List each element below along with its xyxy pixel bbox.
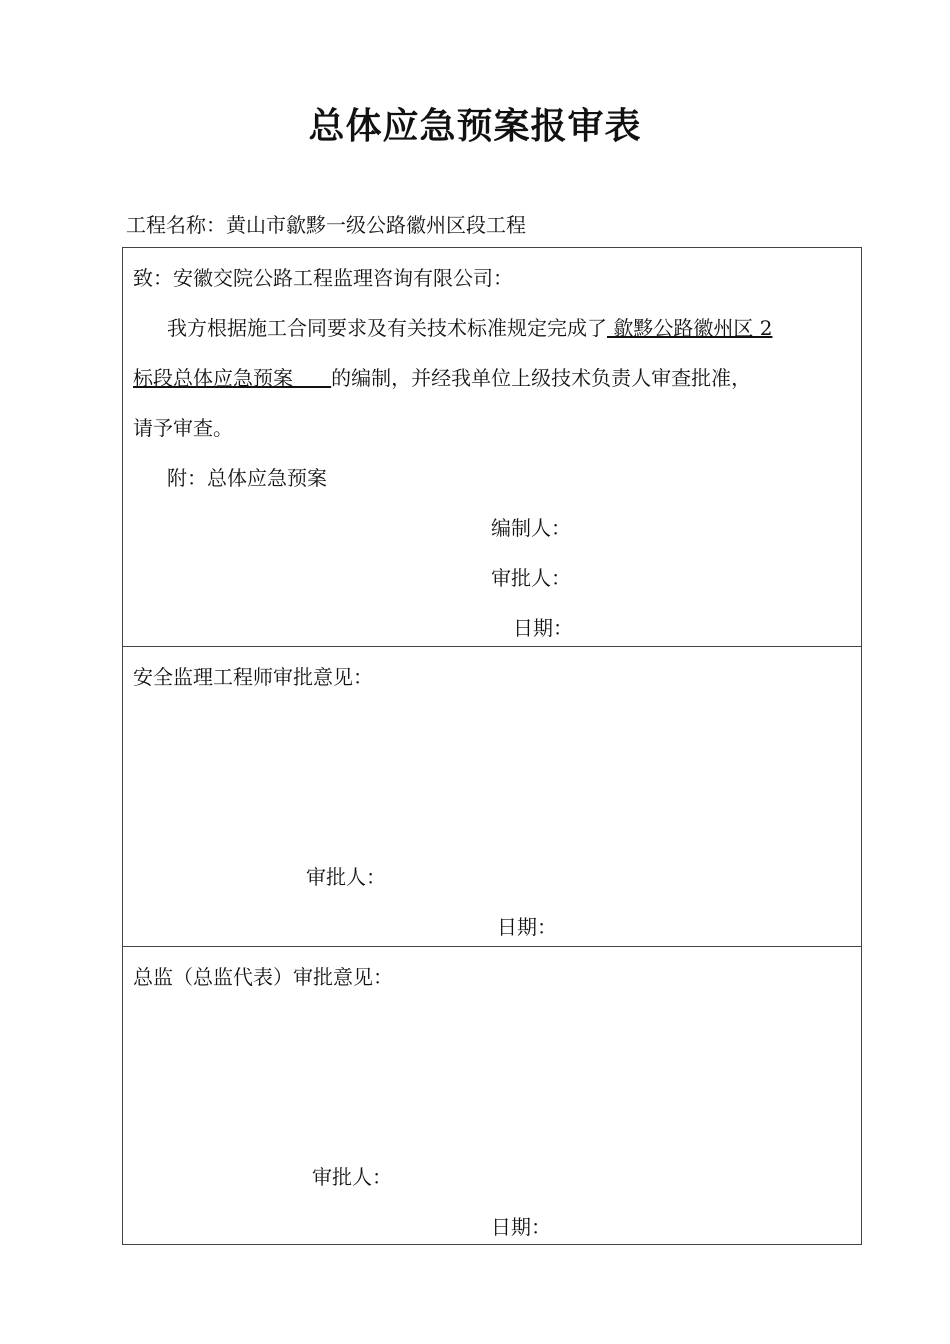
safety-engineer-section [123, 647, 861, 947]
page-title: 总体应急预案报审表 [308, 106, 642, 147]
date-label: 日期： [497, 915, 557, 939]
submission-section [123, 248, 861, 647]
statement-line-2 [133, 362, 751, 391]
compiler-label: 编制人： [491, 516, 571, 540]
statement-line-1 [167, 312, 772, 341]
review-form-table [122, 247, 862, 1245]
approver-label: 审批人： [306, 865, 386, 889]
approver-label: 审批人： [312, 1165, 392, 1189]
chief-opinion-heading: 总监（总监代表）审批意见： [133, 965, 393, 989]
statement-line-3: 请予审查。 [133, 416, 233, 440]
statement-text: 我方根据施工合同要求及有关技术标准规定完成了 [167, 316, 607, 340]
plan-name-part-2: 标段总体应急预案 [133, 366, 332, 390]
statement-text-2: 的编制，并经我单位上级技术负责人审查批准， [331, 366, 752, 390]
date-label: 日期： [513, 616, 573, 640]
approver-label: 审批人： [491, 566, 571, 590]
project-name: 工程名称：黄山市歙黟一级公路徽州区段工程 [126, 213, 526, 237]
attachment-note: 附：总体应急预案 [167, 466, 327, 490]
safety-opinion-heading: 安全监理工程师审批意见： [133, 665, 373, 689]
addressee: 致：安徽交院公路工程监理咨询有限公司： [133, 266, 513, 290]
plan-name-part-1: 歙黟公路徽州区 2 [607, 316, 773, 340]
chief-supervisor-section [123, 947, 861, 1244]
date-label: 日期： [491, 1215, 551, 1239]
